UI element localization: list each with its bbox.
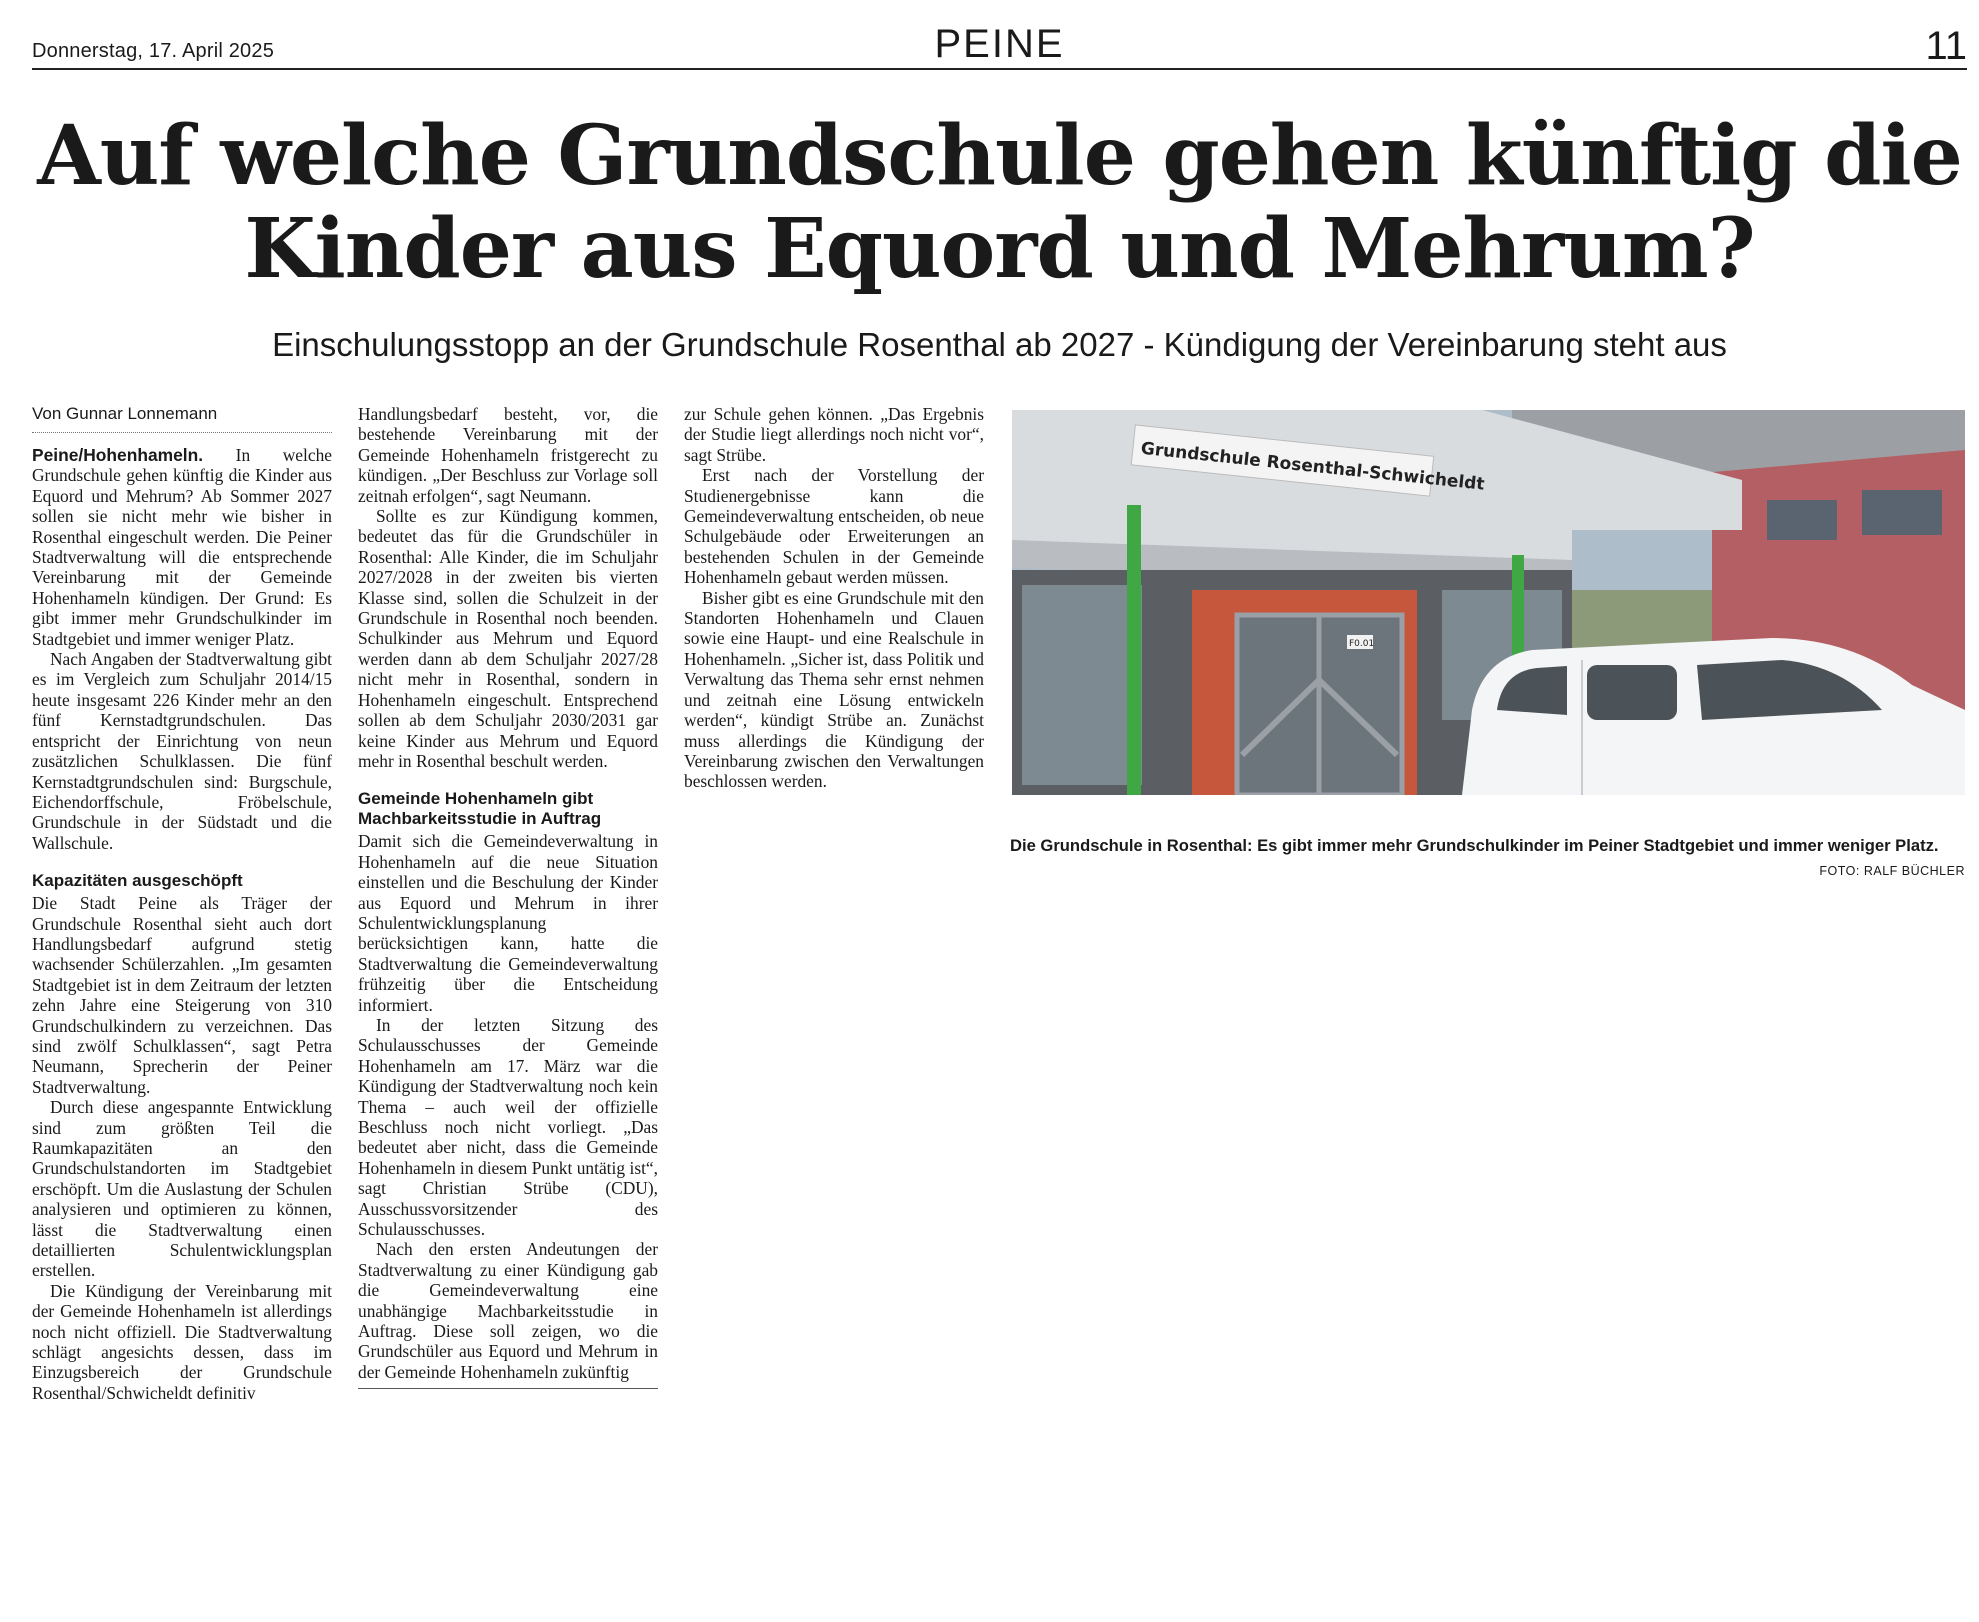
paragraph: Sollte es zur Kündigung kommen, bedeutet das für die Grundschüler in Rosenthal: Alle Kinder, die im Schuljahr 2027/2028 in der zweiten bis vierten Klasse sind, sollen die Schulzeit in der Grundschule in Rosenthal noch beenden. Schulkinder aus Mehrum und Equord werden dann ab dem Schuljahr 2027/28 nicht mehr in Rosenthal, sondern in Hohenhameln eingeschult. Entsprechend sollen ab dem Schuljahr 2030/2031 gar keine Kinder aus Mehrum und Equord mehr in Rosenthal beschult werden. [358, 506, 658, 771]
sign-text: Grundschule Rosenthal-Schwicheldt [1139, 438, 1486, 495]
headline [32, 110, 1967, 295]
school-photo [1012, 410, 1965, 795]
byline: Von Gunnar Lonnemann [32, 404, 332, 433]
page-number: 11 [1925, 24, 1967, 68]
crosshead: Gemeinde Hohenhameln gibt Machbarkeitsstudie in Auftrag [358, 789, 602, 829]
section-name: PEINE [934, 22, 1065, 66]
article-column-2 [358, 404, 658, 1389]
paragraph: Die Kündigung der Vereinbarung mit der Gemeinde Hohenhameln ist allerdings noch nicht offiziell. Die Stadtverwaltung schlägt angesichts dessen, dass im Einzugsbereich der Grundschule Rosenthal/Schwicheldt definitiv [32, 1280, 332, 1403]
paragraph: Die Stadt Peine als Träger der Grundschule Rosenthal sieht auch dort Handlungsbedarf aufgrund stetig wachsender Schülerzahlen. „Im gesamten Stadtgebiet ist in dem Zeitraum der letzten zehn Jahre eine Steigerung von 310 Grundschulkindern zu verzeichnen. Das sind zwölf Schulklassen“, sagt Petra Neumann, Sprecherin der Peiner Stadtverwaltung. [32, 893, 332, 1097]
crosshead: Kapazitäten ausgeschöpft [32, 871, 243, 891]
paragraph: Durch diese angespannte Entwicklung sind zum größten Teil die Raumkapazitäten an den Grundschulstandorten im Stadtgebiet erschöpft. Um die Auslastung der Schulen analysieren und optimieren zu können, lässt die Stadtverwaltung einen detaillierten Schulentwicklungsplan erstellen. [32, 1097, 332, 1281]
facade-window [1767, 500, 1837, 540]
paragraph: Damit sich die Gemeindeverwaltung in Hohenhameln auf die neue Situation einstellen und die Beschulung der Kinder aus Equord und Mehrum in ihrer Schulentwicklungsplanung berücksichtigen kann, hatte die Stadtverwaltung die Gemeindeverwaltung frühzeitig über die Entscheidung informiert. [358, 831, 658, 1015]
photo-illustration [1012, 410, 1965, 795]
paragraph: Bisher gibt es eine Grundschule mit den Standorten Hohenhameln und Clauen sowie eine Haupt- und eine Realschule in Hohenhameln. „Sicher ist, dass Politik und Verwaltung das Thema sehr ernst nehmen und zeitnah eine Lösung entwickeln werden“, kündigt Strübe an. Zunächst muss allerdings die Kündigung der Vereinbarung zwischen den Verwaltungen beschlossen werden. [684, 587, 984, 792]
page-header [32, 22, 1967, 70]
photo-caption: Die Grundschule in Rosenthal: Es gibt immer mehr Grundschulkinder im Peiner Stadtgebiet und immer weniger Platz. [1010, 836, 1939, 855]
article-column-3 [684, 404, 984, 792]
facade-window [1862, 490, 1942, 535]
headline-line-1: Auf welche Grundschule gehen künftig die [37, 108, 1962, 204]
glass-panel [1022, 585, 1142, 785]
paragraph: Handlungsbedarf besteht, vor, die bestehende Vereinbarung mit der Gemeinde Hohenhameln fristgerecht zu kündigen. „Der Beschluss zur Vorlage soll zeitnah erfolgen“, sagt Neumann. [358, 404, 658, 506]
paragraph: Nach Angaben der Stadtverwaltung gibt es im Vergleich zum Schuljahr 2014/15 heute insgesamt 226 Kinder mehr an den fünf Kernstadtgrundschulen. Das entspricht der Einrichtung von neun zusätzlichen Schulklassen. Die fünf Kernstadtgrundschulen sind: Burgschule, Eichendorffschule, Fröbelschule, Grundschule in der Südstadt und die Wallschule. [32, 649, 332, 853]
headline-line-2: Kinder aus Equord und Mehrum? [244, 200, 1755, 297]
subheadline: Einschulungsstopp an der Grundschule Rosenthal ab 2027 - Kündigung der Vereinbarung steht aus [272, 326, 1727, 363]
paragraph: Nach den ersten Andeutungen der Stadtverwaltung zu einer Kündigung gab die Gemeindeverwaltung eine unabhängige Machbarkeitsstudie in Auftrag. Diese soll zeigen, wo die Grundschüler aus Equord und Mehrum in der Gemeinde Hohenhameln zukünftig [358, 1239, 658, 1389]
paragraph: In der letzten Sitzung des Schulausschusses der Gemeinde Hohenhameln am 17. März war die Kündigung der Stadtverwaltung noch kein Thema – auch weil der offizielle Beschluss noch nicht vorliegt. „Das bedeutet aber nicht, dass die Gemeinde Hohenhameln in diesem Punkt untätig ist“, sagt Christian Strübe (CDU), Ausschussvorsitzender des Schulausschusses. [358, 1014, 658, 1240]
door-label-text: F0.01 [1349, 639, 1375, 649]
dateline: Peine/Hohenhameln. [32, 445, 204, 465]
paragraph: Erst nach der Vorstellung der Studienergebnisse kann die Gemeindeverwaltung entscheiden, ob neue Schulgebäude oder Erweiterungen an bestehenden Schulen in der Gemeinde Hohenhameln gebaut werden müssen. [684, 465, 984, 588]
article-column-1 [32, 404, 332, 1403]
van-window [1587, 665, 1677, 720]
paragraph-text: In welche Grundschule gehen künftig die Kinder aus Equord und Mehrum? Ab Sommer 2027 sollen sie nicht mehr wie bisher in Rosenthal eingeschult werden. Die Peiner Stadtverwaltung will die entsprechende Vereinbarung mit der Gemeinde Hohenhameln kündigen. Der Grund: Es gibt immer mehr Grundschulkinder im Stadtgebiet und immer weniger Platz. [32, 445, 332, 649]
photo-credit: FOTO: RALF BÜCHLER [1819, 864, 1965, 878]
green-pillar [1127, 505, 1141, 795]
paragraph: zur Schule gehen können. „Das Ergebnis der Studie liegt allerdings noch nicht vor“, sagt Strübe. [684, 404, 984, 465]
paragraph [32, 445, 332, 649]
issue-date: Donnerstag, 17. April 2025 [32, 40, 275, 62]
